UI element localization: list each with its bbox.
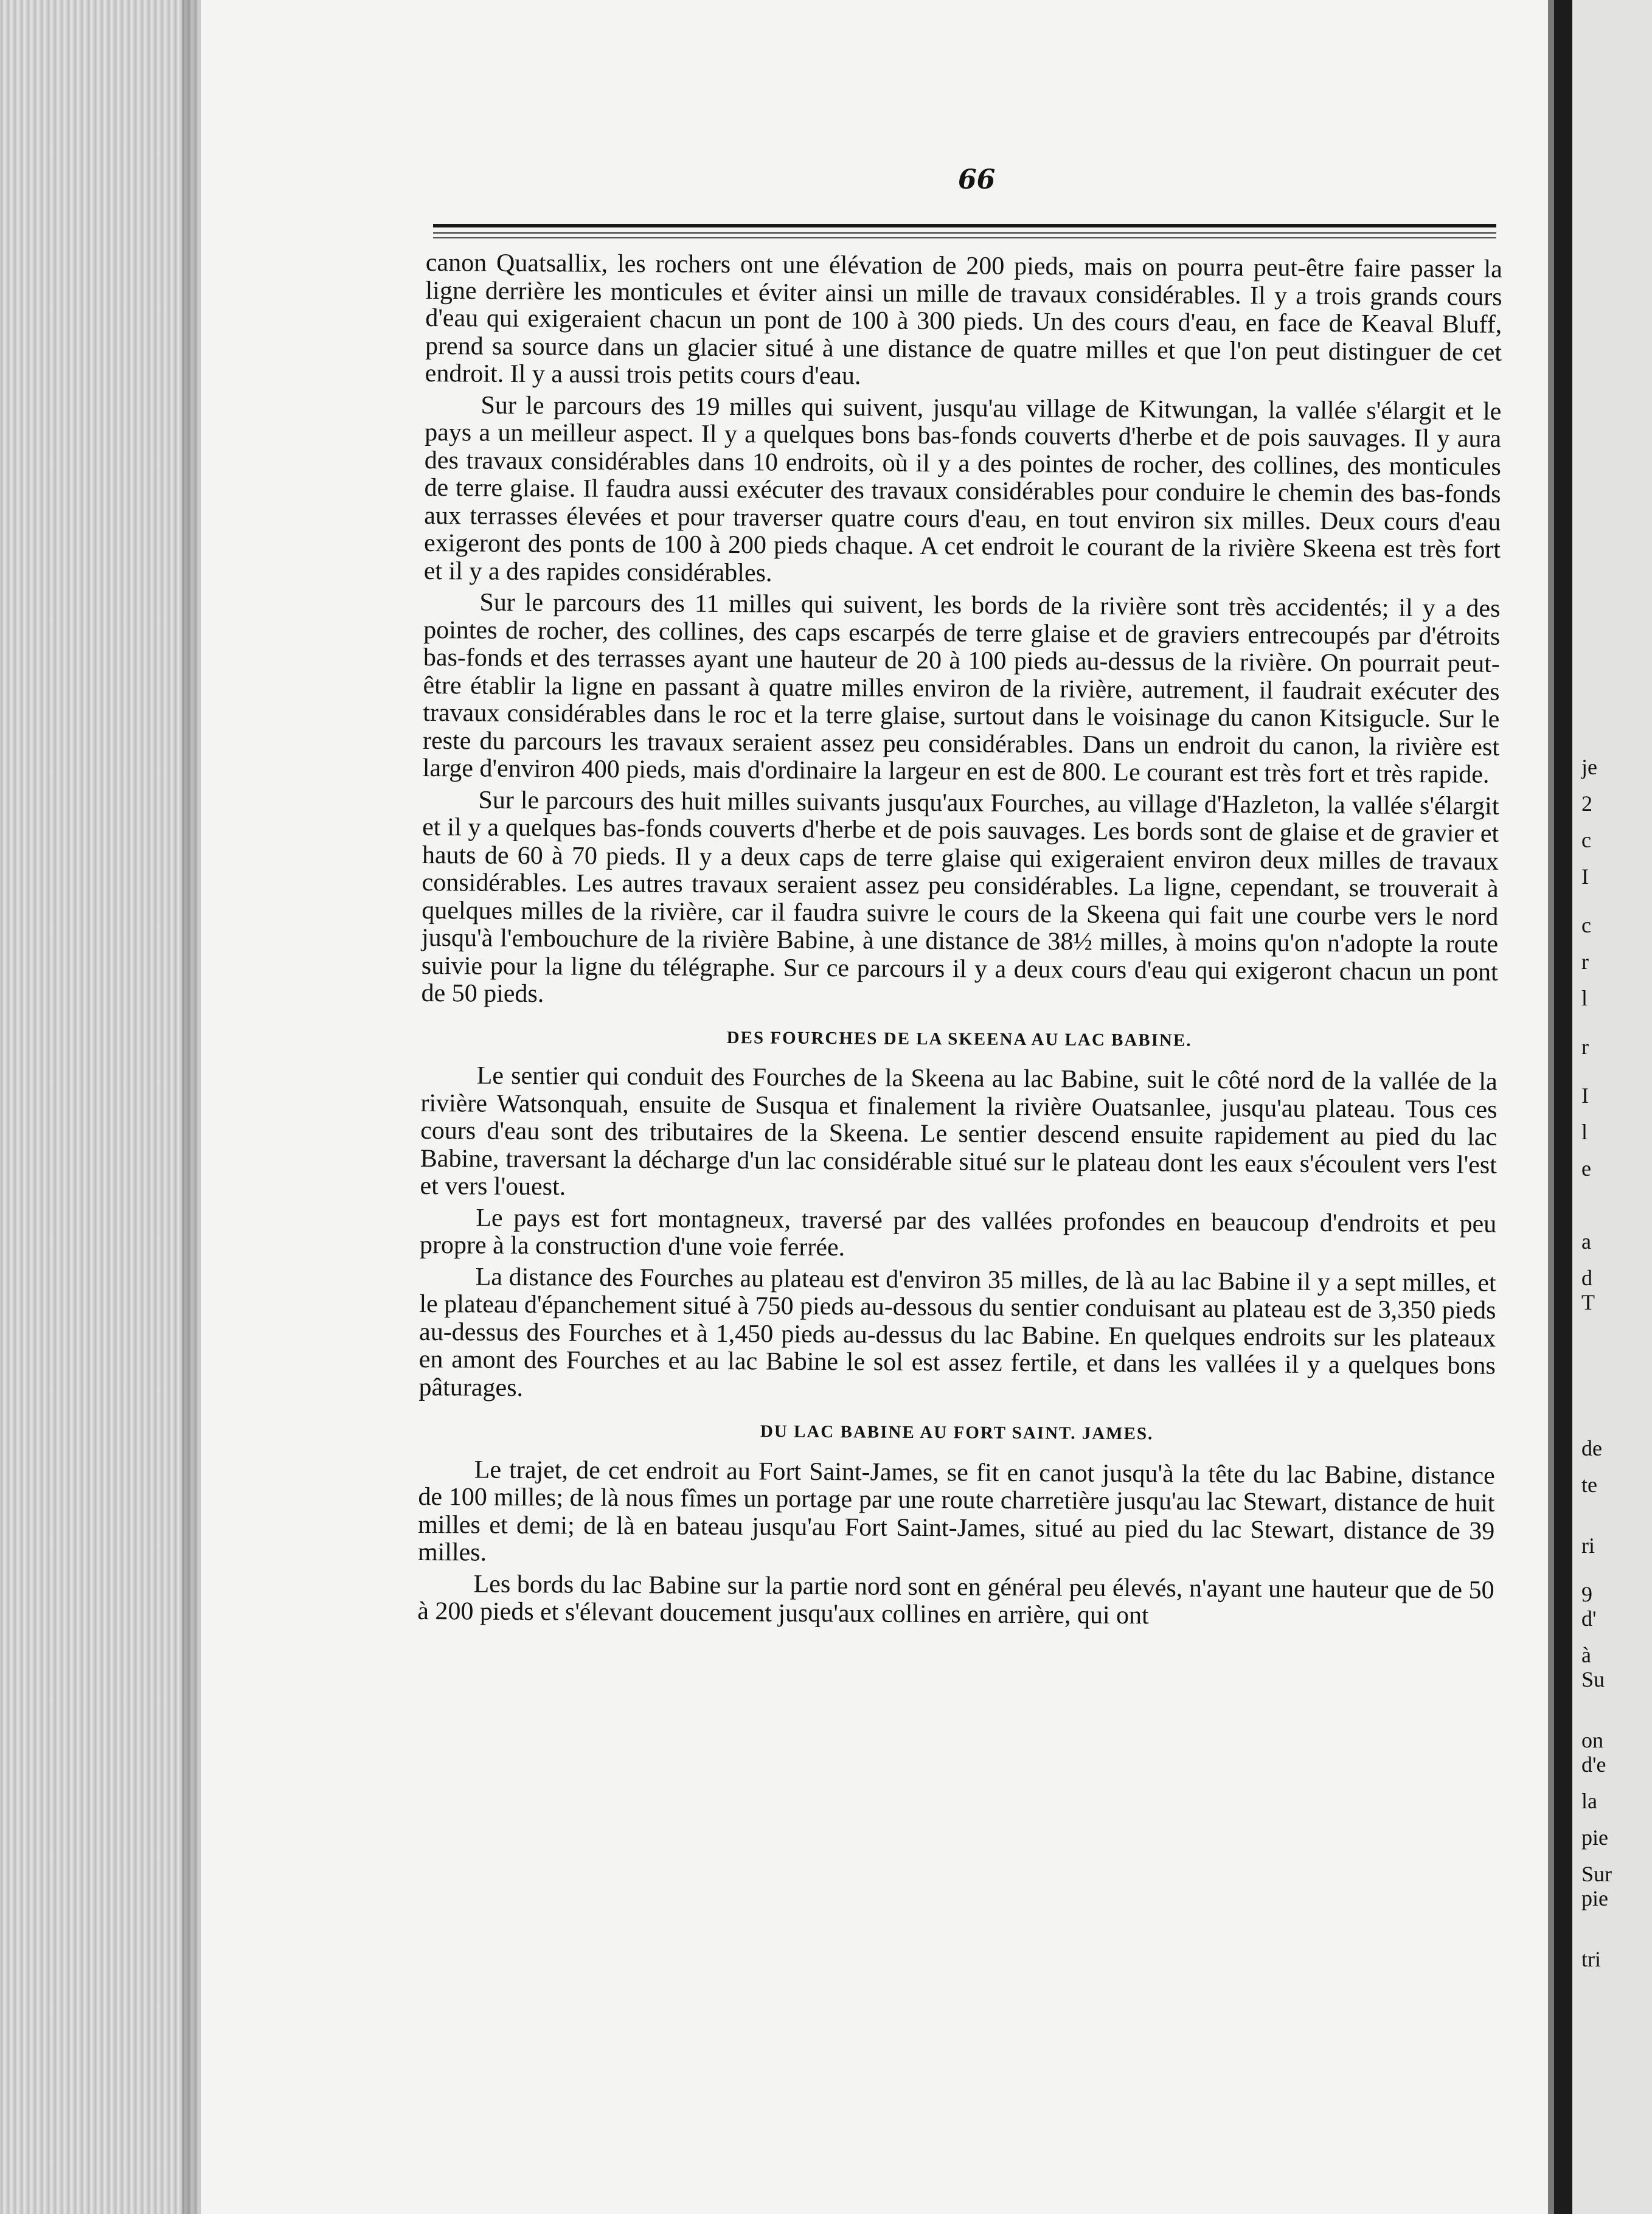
facing-page-text: e: [1581, 1156, 1591, 1181]
facing-page-text: d': [1581, 1606, 1597, 1631]
facing-page-text: l: [1581, 986, 1588, 1010]
facing-page-text: te: [1581, 1473, 1597, 1497]
facing-page-text: à: [1581, 1643, 1591, 1667]
page-body: [417, 249, 1502, 1636]
paragraph: canon Quatsallix, les rochers ont une élévation de 200 pieds, mais on pourra peut-être faire passer la ligne derrière les monticules et éviter ainsi un mille de travaux considérables. Il y a trois grands cours d'eau qui exigeraient chacun un pont de 100 à 300 pieds. Un des cours d'eau, en face de Keaval Bluff, prend sa source dans un glacier situé à une distance de quatre milles et que l'on peut distinguer de cet endroit. Il y a aussi trois petits cours d'eau.: [425, 249, 1502, 390]
paragraph: Le pays est fort montagneux, traversé par des vallées profondes en beaucoup d'endroits et peu propre à la construction d'une voie ferrée.: [419, 1204, 1497, 1262]
facing-page-text: la: [1581, 1789, 1597, 1813]
paragraph: Sur le parcours des huit milles suivants jusqu'aux Fourches, au village d'Hazleton, la vallée s'élargit et il y a quelques bas-fonds couverts d'herbe et de pois sauvages. Les bords sont de glaise et de gravier et hauts de 60 à 70 pieds. Il y a deux caps de terre glaise qui exigeraient environ deux milles de travaux considérables. Les autres travaux seraient assez peu considérables. La ligne, cependant, se trouverait à quelques milles de la rivière, car il faudra suivre le cours de la Skeena qui fait une courbe vers le nord jusqu'à l'embouchure de la rivière Babine, à une distance de 38½ milles, à moins qu'on n'adopte la route suivie pour la ligne du télégraphe. Sur ce parcours il y a deux cours d'eau qui exigeront chacun un pont de 50 pieds.: [421, 786, 1499, 1008]
facing-page-text: de: [1581, 1436, 1602, 1460]
section-heading: DES FOURCHES DE LA SKEENA AU LAC BABINE.: [726, 1027, 1192, 1050]
paragraph: Les bords du lac Babine sur la partie nord sont en général peu élevés, n'ayant une hauteur que de 50 à 200 pieds et s'élevant doucement jusqu'aux collines en arrière, qui ont: [417, 1570, 1494, 1630]
facing-page-text: Su: [1581, 1667, 1605, 1692]
facing-page-text: I: [1581, 864, 1589, 889]
facing-page-text: I: [1581, 1083, 1589, 1108]
facing-page-text: je: [1581, 755, 1597, 779]
facing-page-text: r: [1581, 949, 1589, 974]
facing-page-text: 2: [1581, 791, 1592, 816]
facing-page-text: ri: [1581, 1533, 1595, 1558]
facing-page-text: tri: [1581, 1947, 1601, 1971]
facing-page-text: pie: [1581, 1825, 1608, 1850]
paragraph: Le trajet, de cet endroit au Fort Saint-James, se fit en canot jusqu'à la tête du lac Babine, distance de 100 milles; de là nous fîmes un portage par une route charretière jusqu'au lac Stewart, distance de huit milles et demi; de là en bateau jusqu'au Fort Saint-James, situé au pied du lac Stewart, distance de 39 milles.: [417, 1456, 1495, 1567]
facing-page-text: c: [1581, 828, 1591, 852]
facing-page-text: 9: [1581, 1582, 1592, 1606]
paragraph: La distance des Fourches au plateau est d'environ 35 milles, de là au lac Babine il y a sept milles, et le plateau d'épanchement situé à 750 pieds au-dessous du sentier conduisant au plateau est de 3,350 pieds au-dessus des Fourches et à 1,450 pieds au-dessus du lac Babine. En quelques endroits sur les plateaux en amont des Fourches et au lac Babine le sol est assez fertile, et dans les vallées il y a quelques bons pâturages.: [418, 1263, 1496, 1402]
paragraph: Le sentier qui conduit des Fourches de la Skeena au lac Babine, suit le côté nord de la vallée de la rivière Watsonquah, ensuite de Susqua et finalement la rivière Ouatsanlee, jusqu'au plateau. Tous ces cours d'eau sont des tributaires de la Skeena. Le sentier descend ensuite rapidement au pied du lac Babine, traversant la décharge d'un lac considérable situé sur le plateau dont les eaux s'écoulent vers l'est et vers l'ouest.: [420, 1061, 1498, 1201]
facing-page-text: c: [1581, 913, 1591, 937]
facing-page-text: d'e: [1581, 1752, 1606, 1777]
facing-page-text: on: [1581, 1728, 1603, 1752]
facing-page-text: r: [1581, 1035, 1589, 1059]
facing-page-text: T: [1581, 1290, 1595, 1314]
header-rule: [433, 224, 1496, 227]
facing-page-text: l: [1581, 1120, 1588, 1144]
book-page-edges: [0, 0, 201, 2214]
facing-page-text: pie: [1581, 1886, 1608, 1910]
header-rule-thin-2: [433, 237, 1496, 238]
facing-page-fragment: [1572, 0, 1652, 2214]
facing-page-text: d: [1581, 1266, 1592, 1290]
facing-page-text: Sur: [1581, 1862, 1612, 1886]
paragraph: Sur le parcours des 11 milles qui suivent, les bords de la rivière sont très accidentés; il y a des pointes de rocher, des collines, des caps escarpés de terre glaise et de graviers entrecoupés par d'étroits bas-fonds et des terrasses ayant une hauteur de 20 à 100 pieds au-dessus de la rivière. On pourrait peut-être établir la ligne en passant à quatre milles environ de la rivière, autrement, il faudrait exécuter des travaux considérables dans le roc et la terre glaise, surtout dans le voisinage du canon Kitsigucle. Sur le reste du parcours les travaux seraient assez peu considérables. Dans un endroit du canon, la rivière est large d'environ 400 pieds, mais d'ordinaire la largeur en est de 800. Le courant est très fort et très rapide.: [422, 588, 1501, 789]
paragraph: Sur le parcours des 19 milles qui suivent, jusqu'au village de Kitwungan, la vallée s'élargit et le pays a un meilleur aspect. Il y a quelques bons bas-fonds couverts d'herbe et de pois sauvages. Il y aura des travaux considérables dans 10 endroits, où il y a des pointes de rocher, des collines, des monticules de terre glaise. Il faudra aussi exécuter des travaux considérables pour conduire le chemin des bas-fonds aux terrasses élevées et pour traverser quatre cours d'eau, en tout environ six milles. Deux cours d'eau exigeront des ponts de 100 à 200 pieds chaque. A cet endroit le courant de la rivière Skeena est très fort et il y a des rapides considérables.: [423, 391, 1502, 587]
facing-page-text: a: [1581, 1229, 1591, 1254]
section-heading: DU LAC BABINE AU FORT SAINT. JAMES.: [760, 1421, 1154, 1444]
book-gutter: [1554, 0, 1572, 2214]
header-rule-thin: [433, 232, 1496, 234]
page-number: 66: [958, 164, 996, 195]
